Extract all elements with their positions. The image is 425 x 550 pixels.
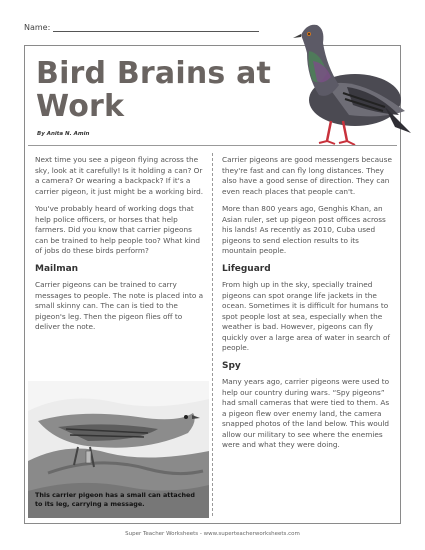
right-column <box>222 155 392 458</box>
pigeon-illustration <box>287 15 412 155</box>
spy-paragraph: Many years ago, carrier pigeons were used to help our country during wars. “Spy pigeons” had small cameras that were tied to them. As a pigeon flew over enemy land, the camera snapped photos of the land below. This would allow our military to see where the enemies were and what they were doing. <box>222 377 390 449</box>
column-divider <box>212 153 213 516</box>
title-line-1: Bird Brains at <box>36 56 272 91</box>
messenger-paragraph: Carrier pigeons are good messengers because they're fast and can fly long distances. They also have a good sense of direction. They can even reach places that people can't. <box>222 155 392 196</box>
name-blank-line <box>53 24 259 32</box>
history-paragraph: More than 800 years ago, Genghis Khan, an Asian ruler, set up pigeon post offices across his lands! As recently as 2010, Cuba used pigeons to send election results to its mountain people. <box>222 204 386 255</box>
footer-credit: Super Teacher Worksheets - www.superteacherworksheets.com <box>125 531 300 537</box>
mailman-heading: Mailman <box>35 263 79 274</box>
left-column <box>35 155 205 340</box>
intro-paragraph: Next time you see a pigeon flying across the sky, look at it carefully! Is it holding a can? Or a camera? Or wearing a backpack? If it's a carrier pigeon, it just might be a working bird. <box>35 155 204 196</box>
title-divider <box>28 145 397 146</box>
lifeguard-heading: Lifeguard <box>222 263 271 274</box>
photo-caption: This carrier pigeon has a small can attached to its leg, carrying a message. <box>35 491 195 508</box>
name-field <box>24 23 259 32</box>
spy-heading: Spy <box>222 360 241 371</box>
working-animals-paragraph: You've probably heard of working dogs that help police officers, or horses that help farmers. Did you know that carrier pigeons can be trained to help people too? What kind of jobs do these birds perform? <box>35 204 201 255</box>
lifeguard-paragraph: From high up in the sky, specially trained pigeons can spot orange life jackets in the ocean. Sometimes it is difficult for humans to spot people lost at sea, especially when the weather is bad. However, pigeons can fly quickly over a large area of water in search of people. <box>222 280 390 352</box>
worksheet-title <box>36 57 271 123</box>
title-line-2: Work <box>36 89 125 124</box>
mailman-paragraph: Carrier pigeons can be trained to carry messages to people. The note is placed into a small skinny can. The can is tied to the pigeon's leg. Then the pigeon flies off to deliver the note. <box>35 280 204 331</box>
byline: By Anita N. Amin <box>37 131 90 137</box>
name-label: Name: <box>24 23 51 32</box>
